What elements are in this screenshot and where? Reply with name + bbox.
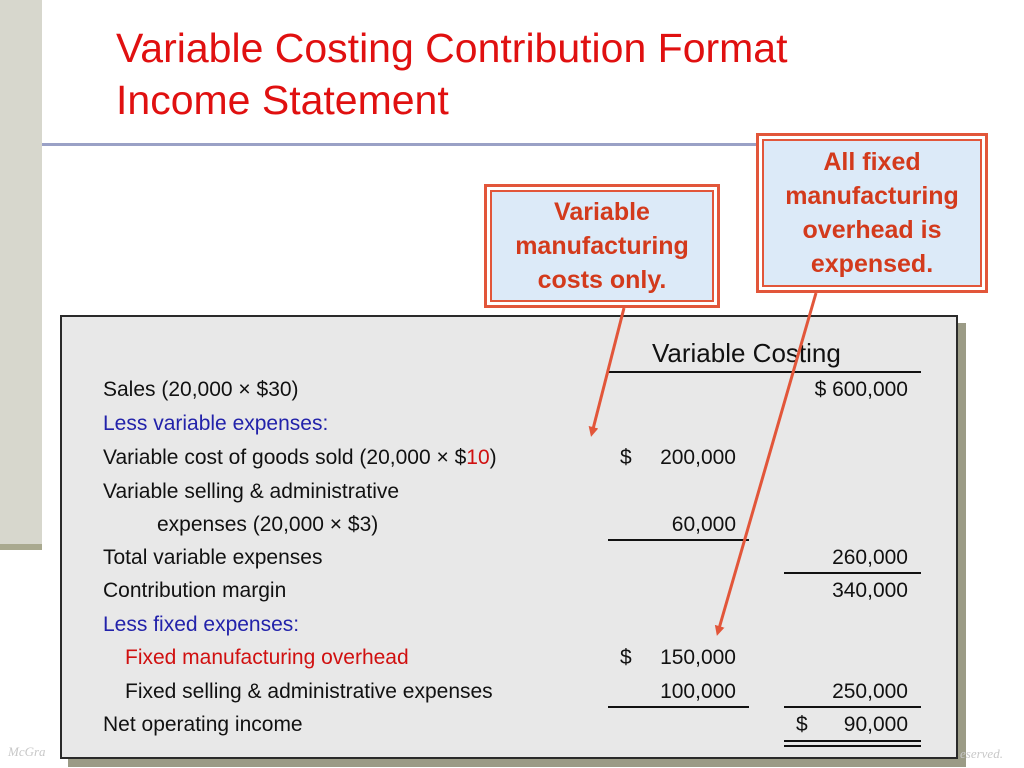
slide-title-line-2: Income Statement: [116, 77, 449, 123]
footer-right: eserved.: [960, 746, 1003, 761]
row-net-operating-income-label: Net operating income: [103, 713, 303, 736]
callout-variable-text: Variable manufacturing costs only.: [515, 198, 689, 294]
slide-title-line-1: Variable Costing Contribution Format: [116, 25, 788, 71]
row-sales-label: Sales (20,000 × $30): [103, 378, 299, 401]
row-noi-sign: $: [796, 713, 808, 736]
row-variable-cogs-label-post: ): [489, 446, 497, 469]
row-variable-cogs-label-pre: Variable cost of goods sold (20,000 × $: [103, 446, 467, 469]
row-fixed-moh-amount: 150,000: [660, 646, 736, 669]
row-contribution-margin-label: Contribution margin: [103, 579, 287, 602]
row-variable-sga-amount: 60,000: [671, 513, 736, 536]
row-variable-cogs-rate: 10: [466, 446, 490, 469]
row-contribution-margin-amount: 340,000: [832, 579, 908, 602]
variable-costing-header: Variable Costing: [652, 338, 841, 368]
section-less-variable-expenses: Less variable expenses:: [103, 412, 329, 435]
row-total-variable-label: Total variable expenses: [103, 546, 323, 569]
row-fixed-moh-sign: $: [620, 646, 632, 669]
row-total-variable-amount: 260,000: [832, 546, 908, 569]
row-fixed-moh-label: Fixed manufacturing overhead: [125, 646, 409, 669]
row-fixed-sga-label: Fixed selling & administrative expenses: [125, 680, 493, 703]
row-noi-amount: 90,000: [843, 713, 908, 736]
footer-left: McGra: [8, 744, 46, 759]
arrow-to-variable-rate: [592, 308, 624, 433]
row-variable-sga-detail-label: expenses (20,000 × $3): [157, 513, 379, 536]
row-variable-cogs-amount: 200,000: [660, 446, 736, 469]
section-less-fixed-expenses: Less fixed expenses:: [103, 613, 300, 636]
row-variable-sga-label: Variable selling & administrative: [103, 480, 400, 503]
row-variable-cogs-sign: $: [620, 446, 632, 469]
row-sales-total: $ 600,000: [814, 378, 908, 401]
row-fixed-sga-amount: 100,000: [660, 680, 736, 703]
row-total-fixed-amount: 250,000: [832, 680, 908, 703]
arrow-to-fixed-moh: [718, 293, 816, 632]
callout-fixed-text: All fixed manufacturing overhead is expensed.: [785, 148, 959, 278]
